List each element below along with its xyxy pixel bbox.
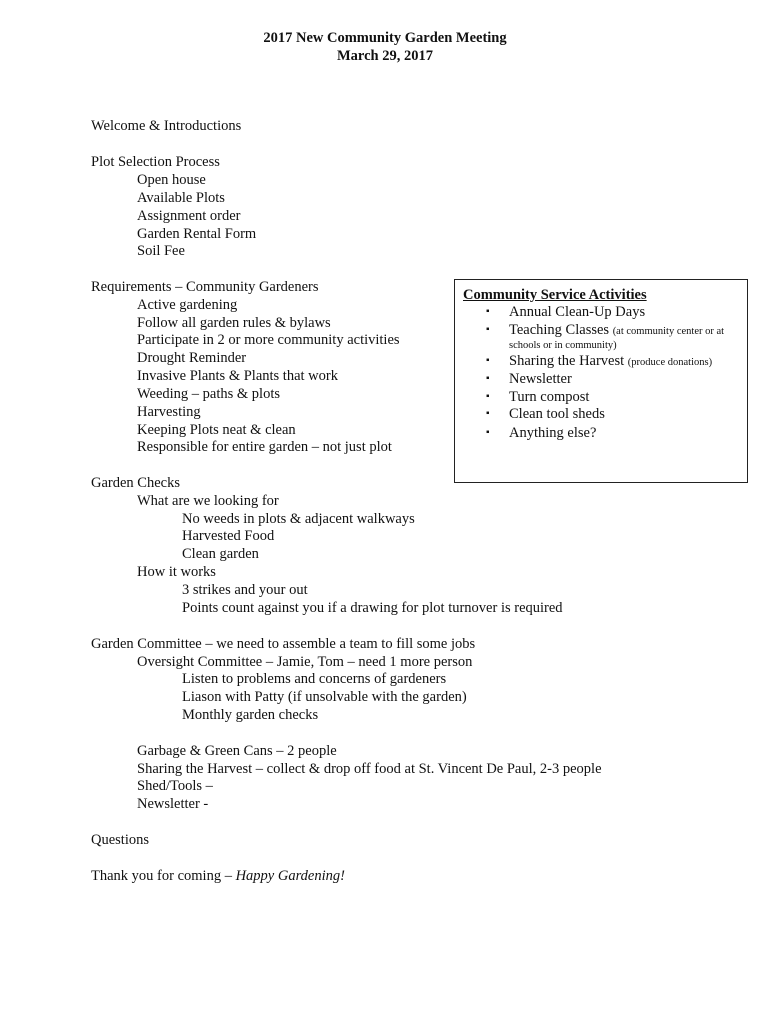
requirement-item: Invasive Plants & Plants that work xyxy=(137,368,338,384)
service-item: Clean tool sheds xyxy=(509,406,605,422)
oversight-item: Listen to problems and concerns of gardeners xyxy=(182,671,447,687)
looking-for-item: No weeds in plots & adjacent walkways xyxy=(182,511,415,527)
committee-heading: Garden Committee – we need to assemble a team to fill some jobs xyxy=(91,636,476,652)
community-service-title: Community Service Activities xyxy=(463,287,647,303)
how-it-works-item: 3 strikes and your out xyxy=(182,582,308,598)
bullet-icon: ▪ xyxy=(486,408,490,419)
requirements-heading: Requirements – Community Gardeners xyxy=(91,279,319,295)
service-item: Annual Clean-Up Days xyxy=(509,304,646,320)
service-item: Newsletter xyxy=(509,371,572,387)
closing-emphasis: Happy Gardening! xyxy=(235,868,345,884)
oversight-item: Liason with Patty (if unsolvable with the garden) xyxy=(182,689,467,705)
requirement-item: Responsible for entire garden – not just plot xyxy=(137,439,392,455)
requirement-item: Drought Reminder xyxy=(137,350,247,366)
looking-for-item: Harvested Food xyxy=(182,528,275,544)
how-it-works-item: Points count against you if a drawing for plot turnover is required xyxy=(182,600,563,616)
oversight-item: Monthly garden checks xyxy=(182,707,319,723)
requirement-item: Active gardening xyxy=(137,297,238,313)
requirement-item: Weeding – paths & plots xyxy=(137,386,281,402)
plot-selection-heading: Plot Selection Process xyxy=(91,154,220,170)
service-item-note: (at community center or at xyxy=(612,326,725,337)
service-item xyxy=(509,352,712,372)
service-item-note: (produce donations) xyxy=(627,357,713,368)
plot-selection-item: Soil Fee xyxy=(137,243,185,259)
service-item: Turn compost xyxy=(509,389,590,405)
how-it-works-label: How it works xyxy=(137,564,216,580)
committee-job: Shed/Tools – xyxy=(137,778,213,794)
document-title: 2017 New Community Garden Meeting xyxy=(263,30,507,46)
closing-text: Thank you for coming – xyxy=(91,868,236,884)
bullet-icon: ▪ xyxy=(486,355,490,366)
closing-line xyxy=(91,867,345,885)
questions-heading: Questions xyxy=(91,832,149,848)
bullet-icon: ▪ xyxy=(486,427,490,438)
committee-job: Garbage & Green Cans – 2 people xyxy=(137,743,337,759)
requirement-item: Participate in 2 or more community activities xyxy=(137,332,400,348)
service-item-text: Teaching Classes xyxy=(509,322,610,338)
service-item xyxy=(509,321,724,341)
plot-selection-item: Garden Rental Form xyxy=(137,226,257,242)
looking-for-item: Clean garden xyxy=(182,546,259,562)
requirement-item: Keeping Plots neat & clean xyxy=(137,422,296,438)
committee-job: Sharing the Harvest – collect & drop off food at St. Vincent De Paul, 2-3 people xyxy=(137,761,602,777)
document-date: March 29, 2017 xyxy=(337,48,433,64)
requirement-item: Harvesting xyxy=(137,404,201,420)
plot-selection-item: Open house xyxy=(137,172,206,188)
oversight-label: Oversight Committee – Jamie, Tom – need 1 more person xyxy=(137,654,473,670)
looking-for-label: What are we looking for xyxy=(137,493,279,509)
service-item: Anything else? xyxy=(509,425,597,441)
welcome-heading: Welcome & Introductions xyxy=(91,118,242,134)
plot-selection-item: Available Plots xyxy=(137,190,225,206)
bullet-icon: ▪ xyxy=(486,373,490,384)
service-item-note-continued: schools or in community) xyxy=(509,340,617,351)
requirement-item: Follow all garden rules & bylaws xyxy=(137,315,331,331)
plot-selection-item: Assignment order xyxy=(137,208,241,224)
committee-job: Newsletter - xyxy=(137,796,209,812)
bullet-icon: ▪ xyxy=(486,391,490,402)
garden-checks-heading: Garden Checks xyxy=(91,475,180,491)
bullet-icon: ▪ xyxy=(486,306,490,317)
bullet-icon: ▪ xyxy=(486,324,490,335)
community-service-box xyxy=(454,279,748,483)
service-item-text: Sharing the Harvest xyxy=(509,353,625,369)
